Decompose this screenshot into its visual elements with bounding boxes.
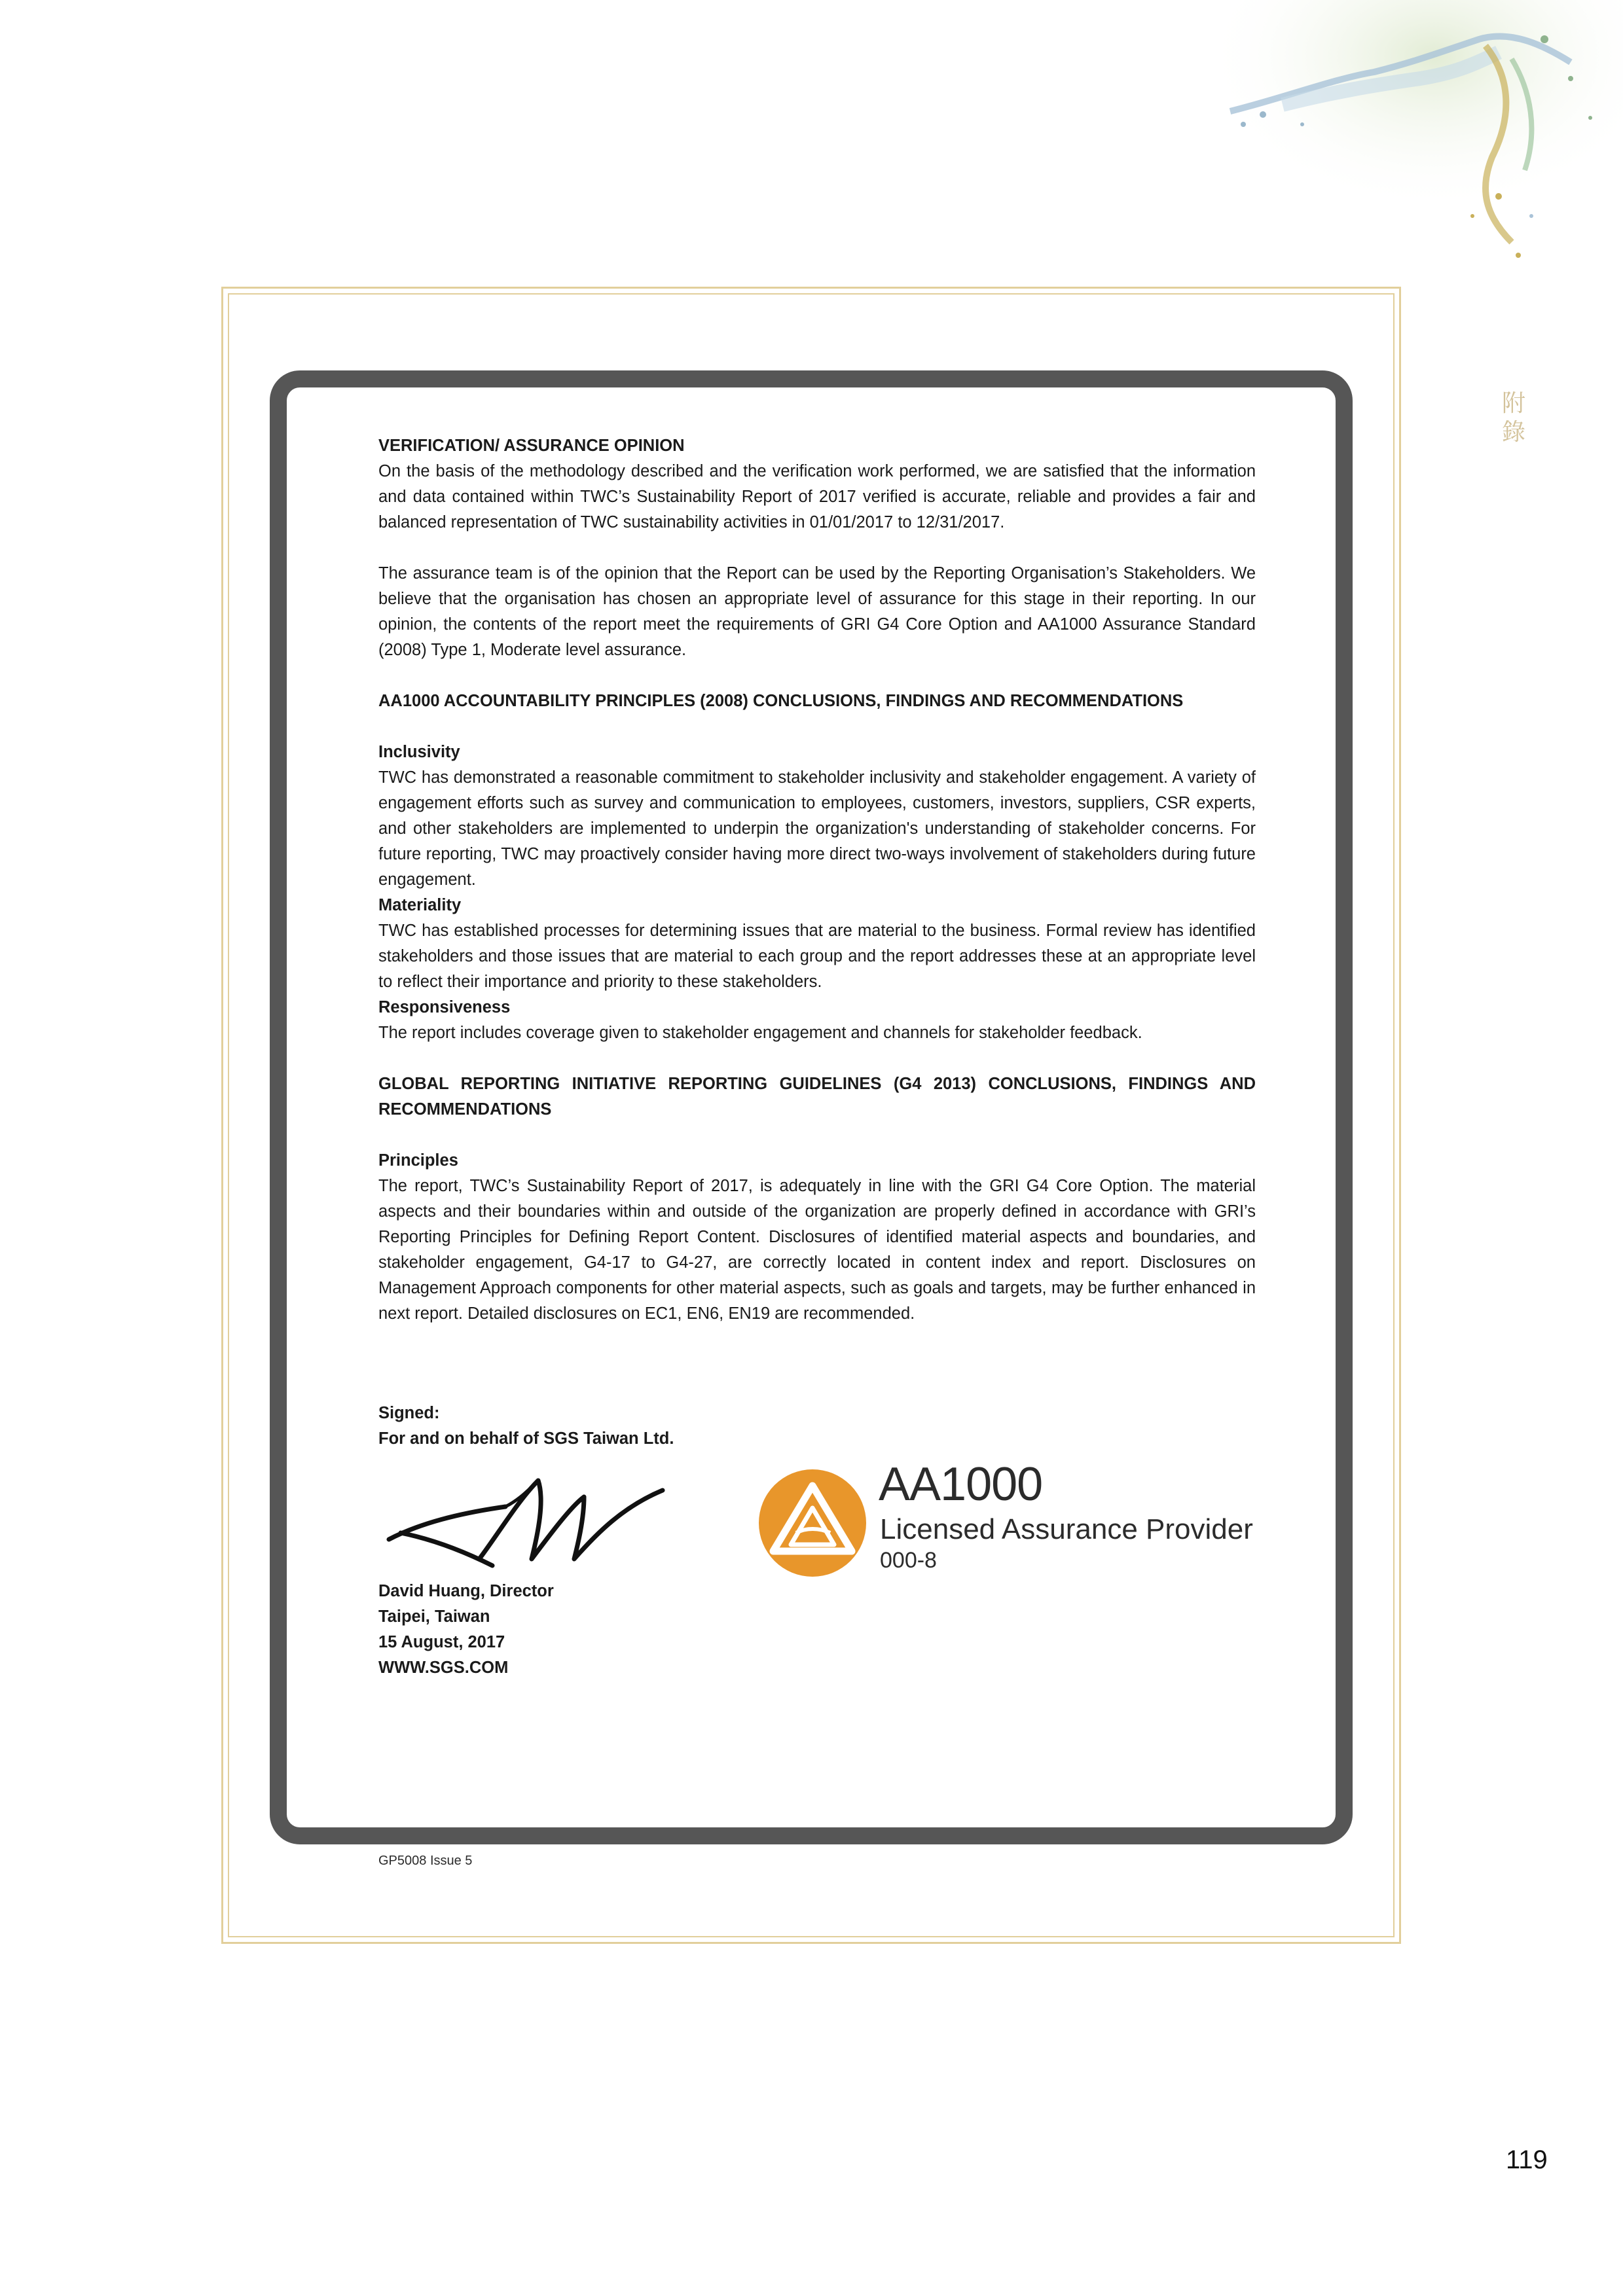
principles-text: The report, TWC’s Sustainability Report of 2017, is adequately in line with the GRI G4 Core Option. The material aspects and their boundaries within and outside of the organization are properly defined in accordance with GRI’s Reporting Principles for Defining Report Content. Disclosures of identified material aspects and boundaries, and stakeholder engagement, G4-17 to G4-27, are correctly located in content index and report. Disclosures on Management Approach components for other material aspects, such as goals and targets, may be further enhanced in next report. Detailed disclosures on EC1, EN6, EN19 are recommended.	[378, 1177, 1256, 1323]
signed-label: Signed:	[378, 1404, 440, 1422]
responsiveness-text: The report includes coverage given to stakeholder engagement and channels for stakeholder feedback.	[378, 1024, 1142, 1042]
sgs-website: WWW.SGS.COM	[378, 1659, 509, 1677]
water-splash-icon	[1204, 0, 1623, 281]
materiality-text: TWC has established processes for determining issues that are material to the business. Formal review has identified stakeholders and those issues that are material to each group and the report addresses these at an appropriate level to reflect their importance and priority to these stakeholders.	[378, 922, 1256, 991]
principles-heading: Principles	[378, 1151, 458, 1170]
issue-number: GP5008 Issue 5	[378, 1854, 473, 1868]
signatory-name-title: David Huang, Director	[378, 1582, 554, 1600]
materiality-heading: Materiality	[378, 896, 462, 914]
certificate-content	[378, 433, 1256, 1327]
signatory-location: Taipei, Taiwan	[378, 1607, 490, 1626]
aa1000-logo-icon	[757, 1467, 868, 1579]
section-tab-appendix: 附錄	[1501, 390, 1525, 446]
page-number: 119	[1506, 2145, 1548, 2174]
opinion-paragraph-1: On the basis of the methodology described and the verification work performed, we are satisfied that the information and data contained within TWC’s Sustainability Report of 2017 verified is accurate, reliable and provides a fair and balanced representation of TWC sustainability activities in 01/01/2017 to 12/31/2017.	[378, 462, 1256, 531]
inclusivity-text: TWC has demonstrated a reasonable commitment to stakeholder inclusivity and stakeholder engagement. A variety of engagement efforts such as survey and communication to employees, customers, investors, suppliers, CSR experts, and other stakeholders are implemented to underpin the organization's understanding of stakeholder concerns. For future reporting, TWC may proactively consider having more direct two-ways involvement of stakeholders during future engagement.	[378, 768, 1256, 889]
signed-block	[378, 1401, 771, 1452]
opinion-paragraph-2: The assurance team is of the opinion that the Report can be used by the Reporting Organisation’s Stakeholders. We believe that the organisation has chosen an appropriate level of assurance for this stage in their reporting. In our opinion, the contents of the report meet the requirements of GRI G4 Core Option and AA1000 Assurance Standard (2008) Type 1, Moderate level assurance.	[378, 564, 1256, 659]
aa1000-badge-title: AA1000	[879, 1458, 1043, 1511]
aa1000-badge-code: 000-8	[880, 1548, 937, 1573]
signatory-info	[378, 1579, 771, 1681]
aa1000-badge-subtitle: Licensed Assurance Provider	[880, 1513, 1253, 1545]
signature-date: 15 August, 2017	[378, 1633, 505, 1651]
inclusivity-heading: Inclusivity	[378, 743, 460, 761]
gri-heading: GLOBAL REPORTING INITIATIVE REPORTING GUIDELINES (G4 2013) CONCLUSIONS, FINDINGS AND RECOMMENDATIONS	[378, 1075, 1256, 1119]
handwritten-signature	[381, 1461, 669, 1579]
on-behalf-label: For and on behalf of SGS Taiwan Ltd.	[378, 1429, 674, 1448]
aa1000-heading: AA1000 ACCOUNTABILITY PRINCIPLES (2008) CONCLUSIONS, FINDINGS AND RECOMMENDATIONS	[378, 692, 1184, 710]
opinion-heading: VERIFICATION/ ASSURANCE OPINION	[378, 437, 685, 455]
responsiveness-heading: Responsiveness	[378, 998, 511, 1016]
